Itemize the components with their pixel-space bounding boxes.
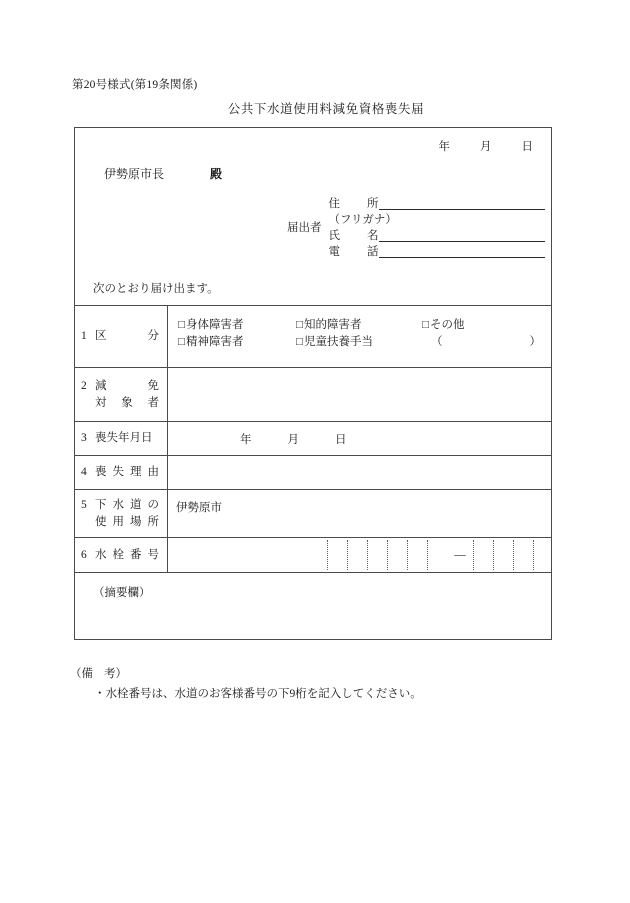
addressee-honorific: 殿 xyxy=(210,167,223,181)
form-table xyxy=(74,127,552,640)
row2-label-cell xyxy=(75,368,168,421)
checkbox-icon: □ xyxy=(422,319,429,331)
tap-digit-separator xyxy=(533,540,534,570)
submitter-label: 届出者 xyxy=(287,222,322,234)
row2-label-text-line1: 減 免 xyxy=(95,379,159,392)
loss-date-inputs[interactable] xyxy=(240,431,347,447)
row6-value-cell[interactable] xyxy=(168,538,551,572)
row6-label-text: 水 栓 番 号 xyxy=(95,548,159,561)
row3-label-cell xyxy=(75,422,168,455)
row1-number: 1 xyxy=(81,330,87,343)
category-checkbox-line-2 xyxy=(178,334,545,351)
tap-digit-separator xyxy=(387,540,388,570)
row3-value-cell[interactable] xyxy=(168,422,551,455)
checkbox-other[interactable] xyxy=(422,317,545,334)
submitter-fields xyxy=(329,195,545,259)
phone-input-rule[interactable] xyxy=(379,244,545,258)
tap-digit-separator xyxy=(407,540,408,570)
row3-label-text: 喪失年月日 xyxy=(95,432,153,445)
checkbox-icon: □ xyxy=(296,336,303,349)
tap-number-separator: — xyxy=(454,549,466,561)
addressee-name: 伊勢原市長 xyxy=(104,167,165,181)
tap-digit-separator xyxy=(367,540,368,570)
row1-label-cell xyxy=(75,306,168,367)
row1-label-text: 区 分 xyxy=(95,330,159,343)
document-title: 公共下水道使用料減免資格喪失届 xyxy=(227,102,425,116)
row4-value-cell[interactable] xyxy=(168,456,551,489)
usage-location-city-prefill: 伊勢原市 xyxy=(176,502,222,514)
address-field-label: 住 所 xyxy=(328,198,379,210)
row4-label-text: 喪 失 理 由 xyxy=(95,466,159,479)
form-code: 第20号様式(第19条関係) xyxy=(72,79,198,91)
loss-date-year-label: 年 xyxy=(240,433,252,446)
row5-label-text-line1: 下 水 道 の xyxy=(95,498,159,511)
tap-digit-separator xyxy=(327,540,328,570)
table-row-usage-location xyxy=(75,490,551,538)
checkbox-mental-disability[interactable] xyxy=(178,334,296,351)
paren-left: （ xyxy=(431,336,443,349)
checkbox-label: 精神障害者 xyxy=(185,336,244,349)
form-header-block xyxy=(75,128,551,306)
row6-number: 6 xyxy=(81,548,87,561)
tap-digit-separator xyxy=(427,540,428,570)
row3-number: 3 xyxy=(81,432,87,445)
furigana-field-label: （フリガナ） xyxy=(328,214,397,226)
checkbox-intellectual-disability[interactable] xyxy=(296,317,422,334)
row5-label-text-line2: 使 用 場 所 xyxy=(95,515,159,528)
checkbox-label: 身体障害者 xyxy=(185,319,244,331)
table-row-tap-number xyxy=(75,538,551,573)
furigana-field-row xyxy=(329,211,545,227)
row5-value-cell[interactable] xyxy=(168,490,551,537)
table-row-loss-date xyxy=(75,422,551,456)
checkbox-icon: □ xyxy=(296,319,303,331)
addressee-line xyxy=(104,165,222,182)
row6-label-cell xyxy=(75,538,168,572)
name-input-rule[interactable] xyxy=(379,228,545,242)
name-field-label: 氏 名 xyxy=(328,230,379,242)
note-item: ・水栓番号は、水道のお客様番号の下9桁を記入してください。 xyxy=(94,688,422,701)
loss-date-month-label: 月 xyxy=(287,433,299,446)
name-field-row xyxy=(329,227,545,243)
category-checkbox-group xyxy=(178,317,545,352)
date-month-label: 月 xyxy=(480,141,492,153)
row4-label-cell xyxy=(75,456,168,489)
checkbox-label: 児童扶養手当 xyxy=(303,336,373,349)
phone-field-row xyxy=(329,243,545,259)
row2-number: 2 xyxy=(81,379,87,392)
date-year-label: 年 xyxy=(438,141,450,153)
paren-right: ） xyxy=(529,336,541,349)
row2-label-text-line2: 対 象 者 xyxy=(95,396,159,409)
checkbox-physical-disability[interactable] xyxy=(178,317,296,334)
checkbox-child-rearing-allowance[interactable] xyxy=(296,334,422,351)
intro-sentence: 次のとおり届け出ます。 xyxy=(93,283,219,295)
remarks-label: （摘要欄） xyxy=(93,587,151,599)
other-detail-input[interactable] xyxy=(422,334,545,351)
phone-field-label: 電 話 xyxy=(328,246,379,258)
tap-digit-separator xyxy=(473,540,474,570)
submission-date-line xyxy=(439,138,534,154)
loss-date-day-label: 日 xyxy=(335,433,347,446)
tap-number-digit-grid[interactable] xyxy=(168,538,551,572)
row1-value-cell xyxy=(168,306,551,367)
address-field-row xyxy=(329,195,545,211)
table-row-category xyxy=(75,306,551,368)
row2-value-cell[interactable] xyxy=(168,368,551,421)
remarks-box[interactable] xyxy=(75,573,551,639)
table-row-loss-reason xyxy=(75,456,551,490)
checkbox-label: 知的障害者 xyxy=(303,319,362,331)
notes-title: （備 考） xyxy=(70,668,127,680)
table-row-exemption-target xyxy=(75,368,551,422)
footer-notes xyxy=(70,664,422,704)
checkbox-icon: □ xyxy=(178,336,185,349)
date-day-label: 日 xyxy=(521,141,533,153)
checkbox-label: その他 xyxy=(429,319,465,331)
row5-number: 5 xyxy=(81,498,87,511)
tap-digit-separator xyxy=(513,540,514,570)
furigana-input-rule[interactable] xyxy=(379,213,545,226)
checkbox-icon: □ xyxy=(178,319,185,331)
category-checkbox-line-1 xyxy=(178,317,545,334)
row4-number: 4 xyxy=(81,466,87,479)
address-input-rule[interactable] xyxy=(379,196,545,210)
submitter-block xyxy=(287,195,545,259)
row5-label-cell xyxy=(75,490,168,537)
tap-digit-separator xyxy=(493,540,494,570)
tap-digit-separator xyxy=(347,540,348,570)
